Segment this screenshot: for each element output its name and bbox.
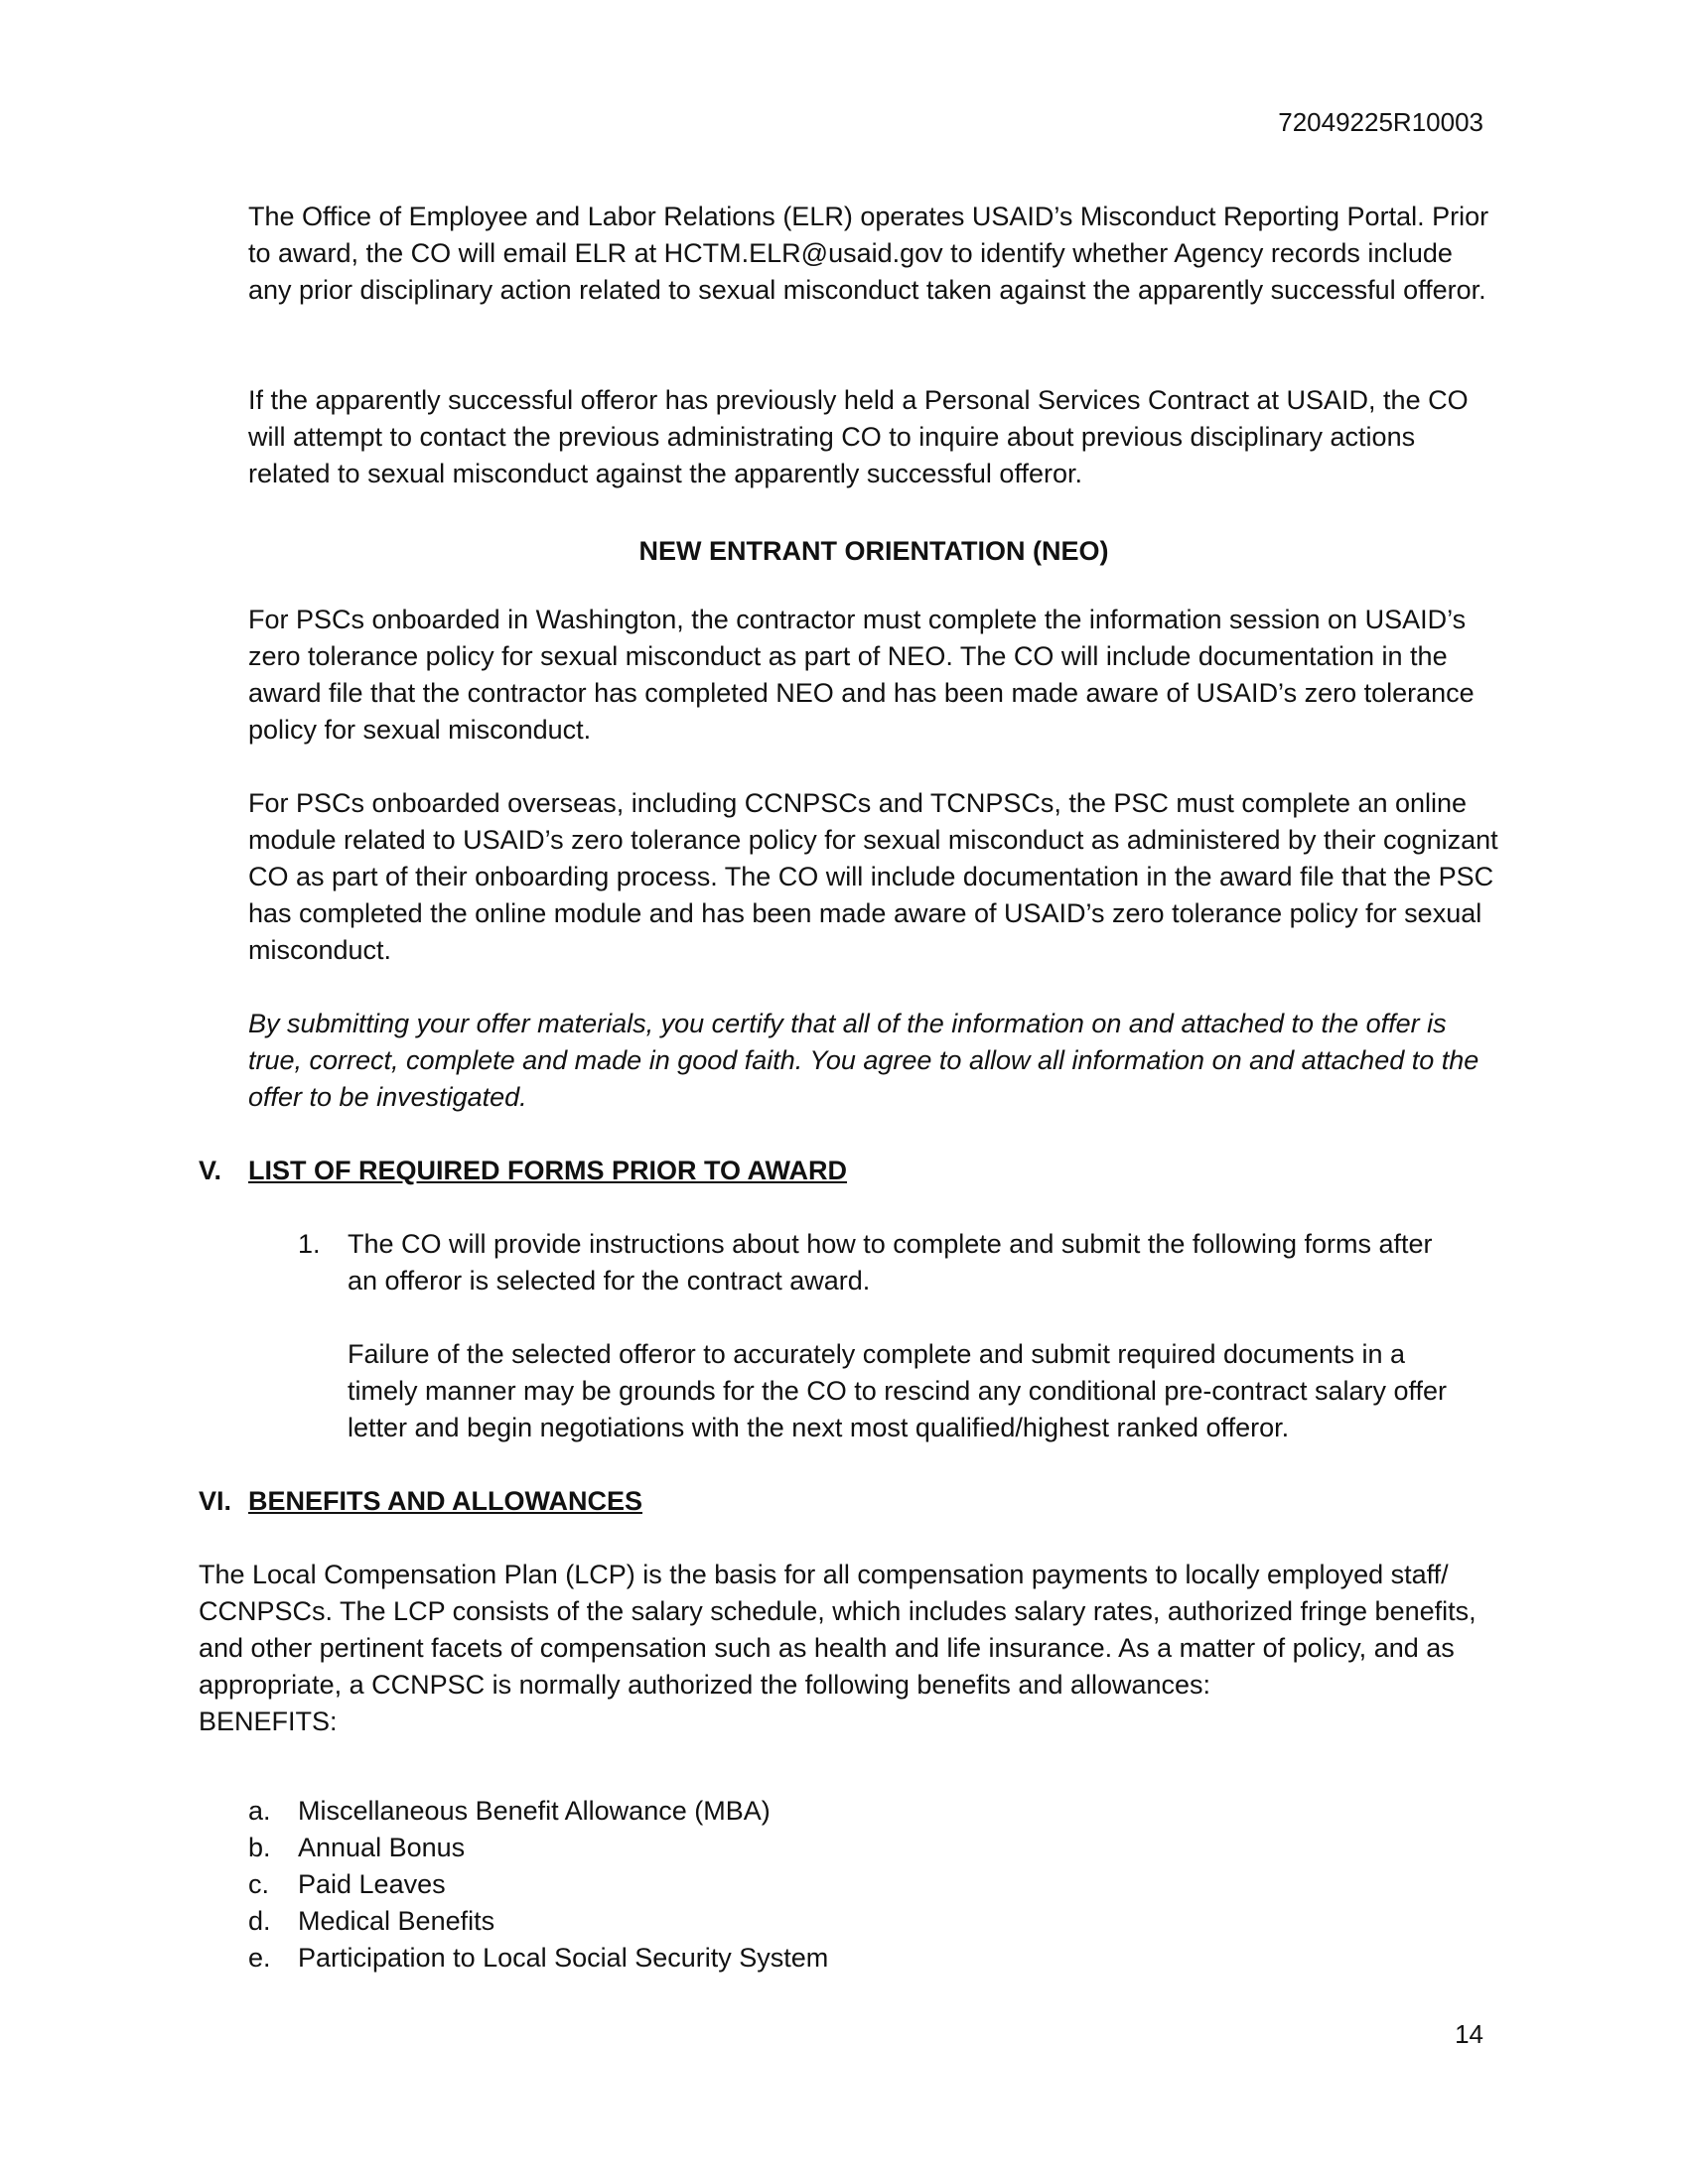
prior-psc-paragraph: If the apparently successful offeror has previously held a Personal Services Contract at USAID, the CO will attempt to contact the previous administrating CO to inquire about previous disciplinary actions related to sexual misconduct against the apparently successful offeror.	[248, 385, 1469, 488]
section-vi-title: BENEFITS AND ALLOWANCES	[248, 1486, 642, 1516]
benefit-text: Paid Leaves	[298, 1869, 446, 1899]
required-forms-text: The CO will provide instructions about how to complete and submit the following forms after an offeror is selected for the contract award.	[348, 1229, 1433, 1296]
list-marker: b.	[248, 1833, 271, 1862]
benefit-text: Miscellaneous Benefit Allowance (MBA)	[298, 1796, 771, 1826]
list-marker: c.	[248, 1869, 270, 1899]
section-vi-heading	[199, 1483, 642, 1520]
list-marker: a.	[248, 1796, 271, 1826]
list-marker: d.	[248, 1906, 271, 1936]
lcp-paragraph	[199, 1557, 1499, 1740]
benefit-text: Participation to Local Social Security System	[298, 1943, 829, 1973]
section-v-number: V.	[199, 1156, 222, 1185]
neo-overseas-paragraph: For PSCs onboarded overseas, including CCNPSCs and TCNPSCs, the PSC must complete an online module related to USAID’s zero tolerance policy for sexual misconduct as administered by their cognizant CO as part of their onboarding process. The CO will include documentation in the award file that the PSC has completed the online module and has been made aware of USAID’s zero tolerance policy for sexual misconduct.	[248, 788, 1498, 965]
list-item	[248, 1866, 828, 1903]
list-item	[248, 1793, 828, 1830]
list-item	[248, 1830, 828, 1866]
certification-paragraph: By submitting your offer materials, you certify that all of the information on and attached to the offer is true, correct, complete and made in good faith. You agree to allow all information on and attached to the offer to be investigated.	[248, 1009, 1479, 1112]
benefit-text: Medical Benefits	[298, 1906, 495, 1936]
list-item	[248, 1903, 828, 1940]
page-number: 14	[1455, 2019, 1483, 2049]
required-forms-item	[298, 1226, 1450, 1299]
document-id: 72049225R10003	[1278, 107, 1483, 137]
neo-washington-paragraph: For PSCs onboarded in Washington, the contractor must complete the information session on USAID’s zero tolerance policy for sexual misconduct as part of NEO. The CO will include documentation in the award file that the contractor has completed NEO and has been made aware of USAID’s zero tolerance policy for sexual misconduct.	[248, 605, 1475, 745]
lcp-intro: The Local Compensation Plan (LCP) is the basis for all compensation payments to locally employed staff/ CCNPSCs. The LCP consists of the salary schedule, which includes salary rates, authorized fringe benefits, and other pertinent facets of compensation such as health and life insurance. As a matter of policy, and as appropriate, a CCNPSC is normally authorized the following benefits and allowances:	[199, 1560, 1477, 1700]
neo-heading: NEW ENTRANT ORIENTATION (NEO)	[638, 536, 1109, 566]
benefits-label: BENEFITS:	[199, 1706, 338, 1736]
elr-paragraph: The Office of Employee and Labor Relations (ELR) operates USAID’s Misconduct Reporting Portal. Prior to award, the CO will email ELR at HCTM.ELR@usaid.gov to identify whether Agency records include any prior disciplinary action related to sexual misconduct taken against the apparently successful offeror.	[248, 202, 1489, 305]
benefits-list	[248, 1793, 828, 1977]
list-marker: e.	[248, 1943, 271, 1973]
list-item	[248, 1940, 828, 1977]
benefit-text: Annual Bonus	[298, 1833, 466, 1862]
section-vi-number: VI.	[199, 1486, 232, 1516]
list-marker: 1.	[298, 1229, 321, 1259]
section-v-title: LIST OF REQUIRED FORMS PRIOR TO AWARD	[248, 1156, 848, 1185]
section-v-heading	[199, 1153, 847, 1189]
failure-paragraph: Failure of the selected offeror to accurately complete and submit required documents in a timely manner may be grounds for the CO to rescind any conditional pre-contract salary offer letter and begin negotiations with the next most qualified/highest ranked offeror.	[348, 1339, 1448, 1442]
